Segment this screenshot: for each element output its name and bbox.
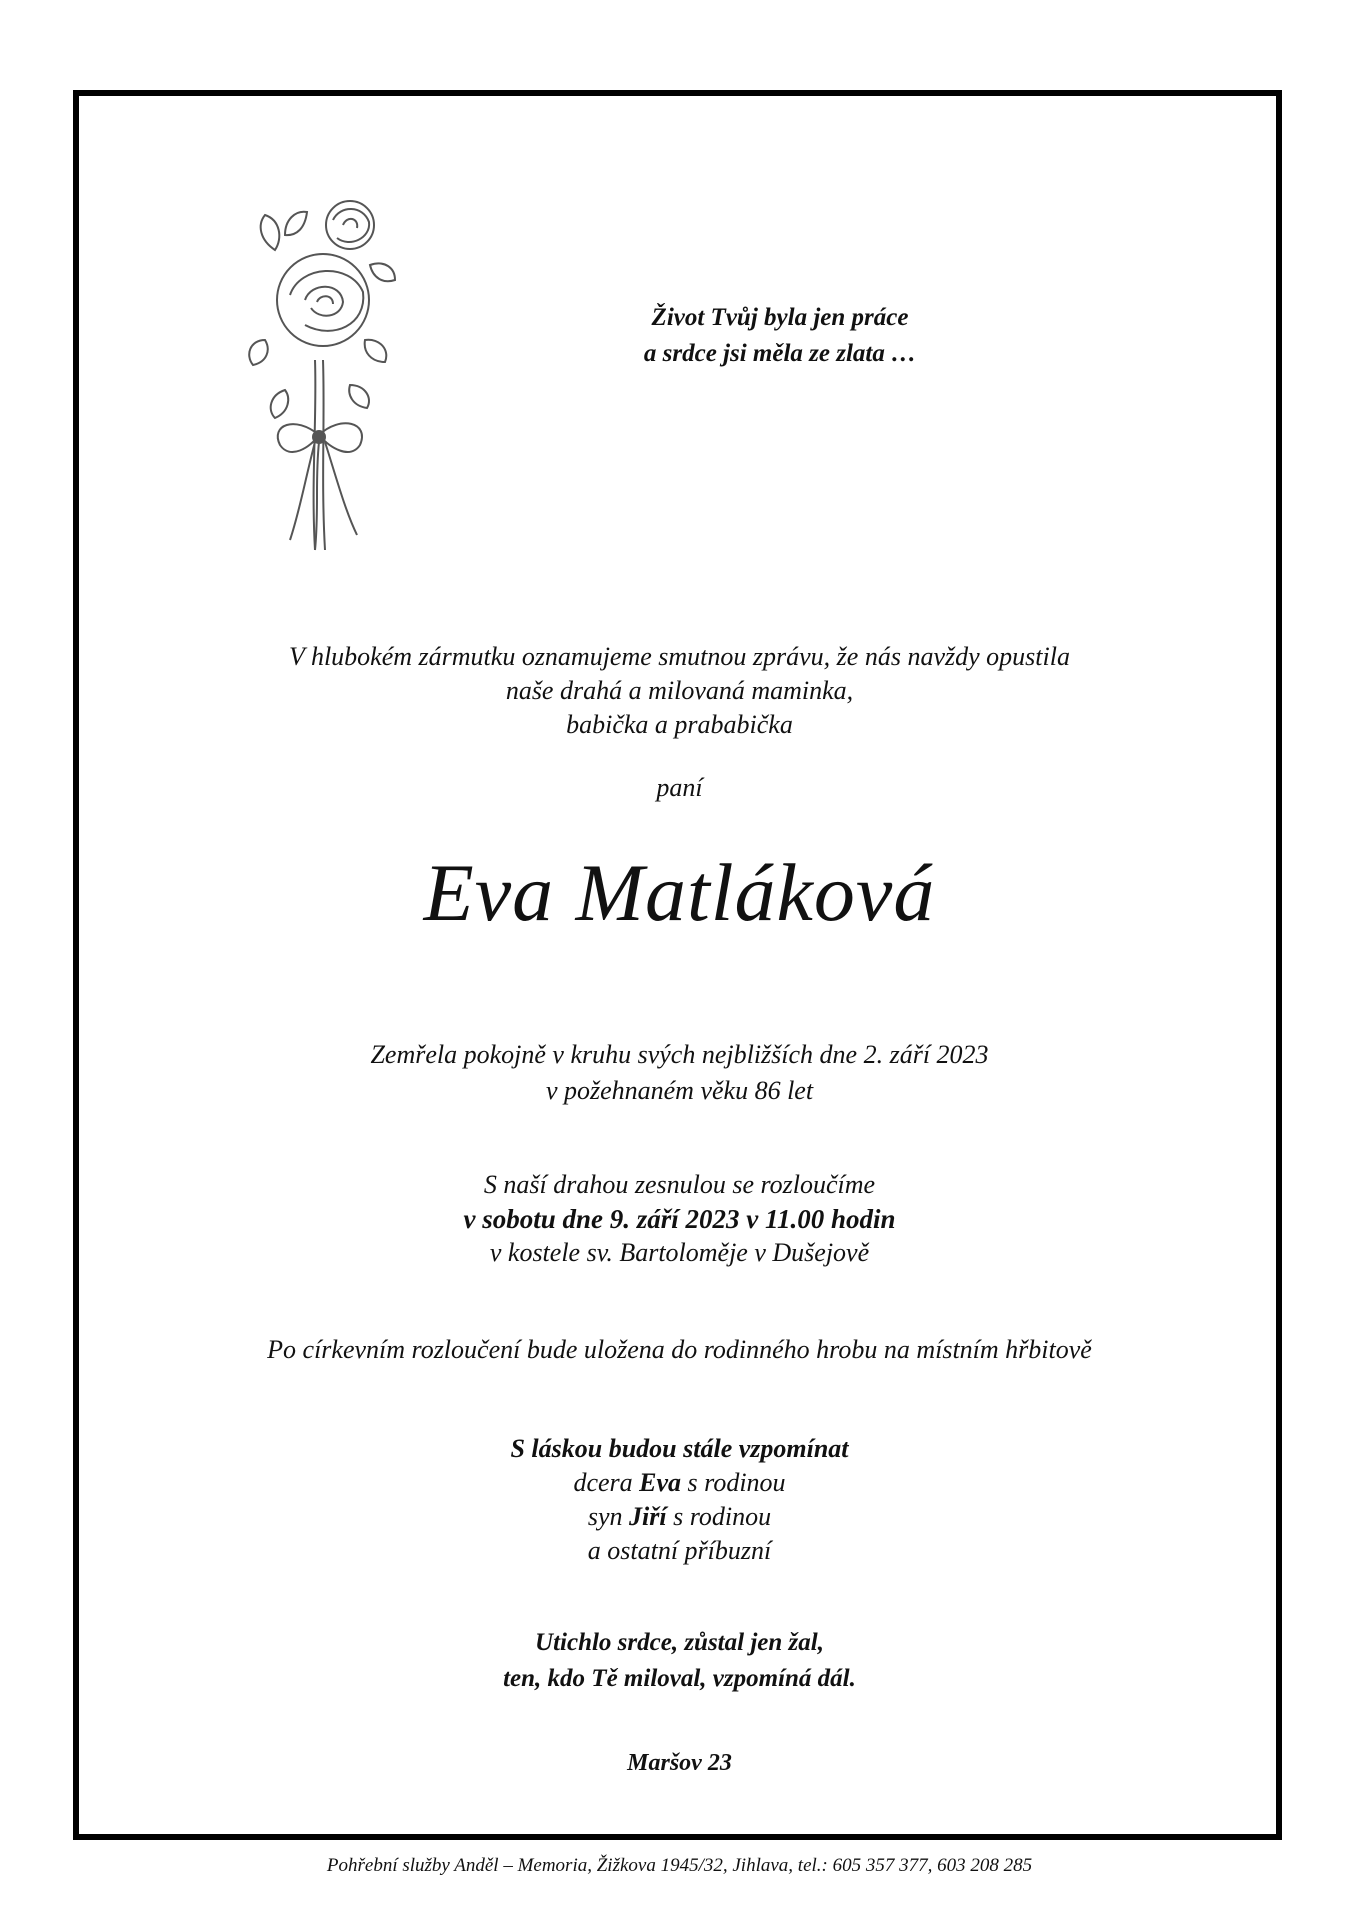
mourner-son (0, 1500, 1359, 1534)
mourners-heading: S láskou budou stále vzpomínat (510, 1434, 849, 1463)
rose-with-ribbon-icon (245, 190, 415, 560)
motto-line-2: a srdce jsi měla ze zlata … (643, 340, 917, 367)
mourner-relation: dcera (573, 1468, 640, 1497)
verse-line-2: ten, kdo Tě miloval, vzpomíná dál. (503, 1665, 856, 1692)
verse-line-1: Utichlo srdce, zůstal jen žal, (535, 1629, 824, 1656)
funeral-service-footer: Pohřební služby Anděl – Memoria, Žižkova 1945/32, Jihlava, tel.: 605 357 377, 603 208 285 (326, 1855, 1033, 1876)
death-info (0, 1037, 1359, 1109)
funeral-location: v kostele sv. Bartoloměje v Dušejově (489, 1238, 870, 1267)
mourner-suffix: s rodinou (681, 1468, 786, 1497)
announcement (0, 640, 1359, 742)
mourner-name: Eva (639, 1468, 682, 1497)
announcement-line-3: babička a prababička (566, 710, 793, 739)
announcement-line-2: naše drahá a milovaná maminka, (505, 676, 854, 705)
death-line-1: Zemřela pokojně v kruhu svých nejbližších dne 2. září 2023 (370, 1040, 989, 1069)
burial-info: Po církevním rozloučení bude uložena do rodinného hrobu na místním hřbitově (267, 1335, 1092, 1364)
title-prefix: paní (656, 773, 703, 802)
mourner-relation: syn (587, 1502, 630, 1531)
mourner-daughter (0, 1466, 1359, 1500)
funeral-date: v sobotu dne 9. září 2023 v 11.00 hodin (463, 1204, 896, 1234)
address: Maršov 23 (627, 1750, 732, 1776)
motto (560, 300, 1000, 372)
motto-line-1: Život Tvůj byla jen práce (651, 304, 909, 331)
funeral-info (0, 1168, 1359, 1270)
deceased-name: Eva Matláková (423, 847, 936, 938)
death-line-2: v požehnaném věku 86 let (545, 1076, 814, 1105)
mourner-name: Jiří (629, 1502, 667, 1531)
mourner-relatives: a ostatní příbuzní (587, 1536, 772, 1565)
announcement-line-1: V hlubokém zármutku oznamujeme smutnou zprávu, že nás navždy opustila (289, 642, 1070, 671)
mourner-suffix: s rodinou (666, 1502, 772, 1531)
closing-verse (0, 1625, 1359, 1697)
funeral-line-1: S naší drahou zesnulou se rozloučíme (483, 1170, 876, 1199)
mourners (0, 1432, 1359, 1568)
